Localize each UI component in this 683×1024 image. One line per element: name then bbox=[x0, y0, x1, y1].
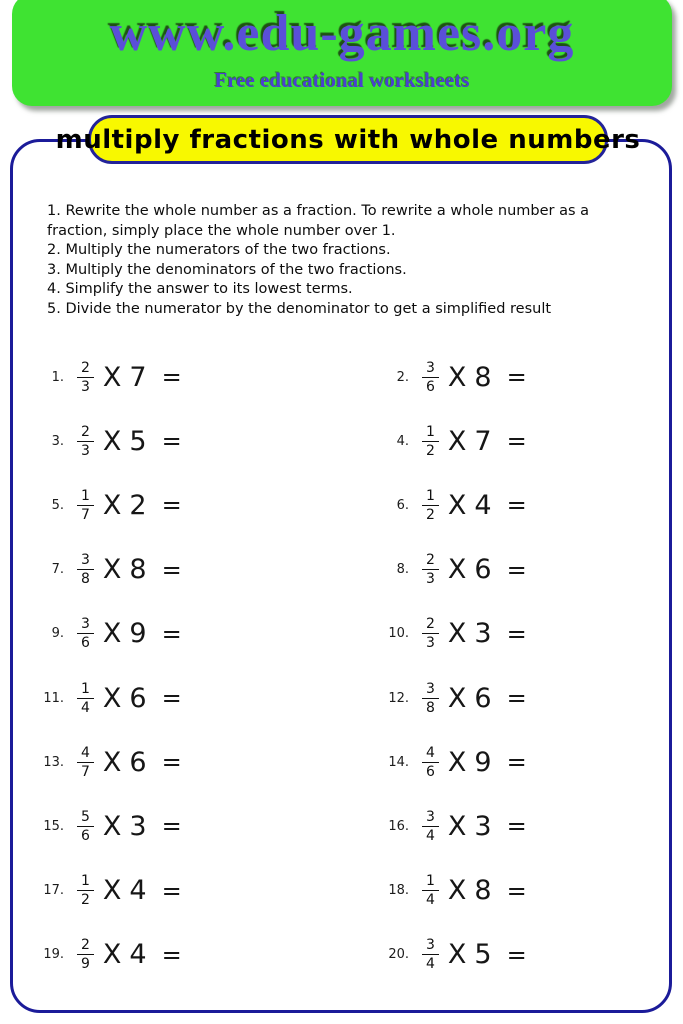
equals-sign: = bbox=[506, 876, 527, 905]
fraction-denominator: 8 bbox=[81, 571, 90, 588]
times-symbol: X bbox=[102, 361, 122, 393]
problem-number: 18. bbox=[388, 883, 409, 899]
problem-item bbox=[381, 859, 648, 923]
problem-item bbox=[381, 409, 648, 473]
problem-number: 20. bbox=[388, 947, 409, 963]
fraction-denominator: 2 bbox=[81, 892, 90, 909]
problem-number: 11. bbox=[43, 690, 64, 706]
whole-number-multiplier: 4 bbox=[474, 489, 492, 521]
fraction-denominator: 7 bbox=[81, 506, 90, 523]
equals-sign: = bbox=[506, 363, 527, 392]
times-symbol: X bbox=[102, 682, 122, 714]
instruction-step-3: 3. Multiply the denominators of the two fractions. bbox=[47, 261, 407, 278]
whole-number-multiplier: 6 bbox=[474, 554, 492, 586]
problem-number: 19. bbox=[43, 947, 64, 963]
fraction bbox=[77, 361, 94, 394]
problems-grid bbox=[36, 345, 648, 987]
fraction-numerator: 1 bbox=[422, 489, 439, 506]
whole-number-multiplier: 7 bbox=[129, 361, 147, 393]
fraction bbox=[77, 938, 94, 971]
whole-number-multiplier: 2 bbox=[129, 489, 147, 521]
fraction-denominator: 3 bbox=[81, 378, 90, 395]
instruction-step-5: 5. Divide the numerator by the denominator to get a simplified result bbox=[47, 300, 552, 317]
fraction-numerator: 5 bbox=[77, 810, 94, 827]
equals-sign: = bbox=[506, 619, 527, 648]
fraction-numerator: 1 bbox=[77, 682, 94, 699]
fraction-denominator: 4 bbox=[426, 827, 435, 844]
fraction-numerator: 2 bbox=[422, 553, 439, 570]
problem-number: 4. bbox=[396, 433, 409, 449]
problem-number: 12. bbox=[388, 690, 409, 706]
instruction-step-1: 1. Rewrite the whole number as a fraction. To rewrite a whole number as a fraction, simply place the whole number over 1. bbox=[47, 203, 590, 239]
equals-sign: = bbox=[506, 748, 527, 777]
equals-sign: = bbox=[506, 555, 527, 584]
equals-sign: = bbox=[161, 684, 182, 713]
fraction-numerator: 3 bbox=[77, 617, 94, 634]
fraction bbox=[77, 489, 94, 522]
equals-sign: = bbox=[161, 940, 182, 969]
problem-number: 13. bbox=[43, 754, 64, 770]
whole-number-multiplier: 5 bbox=[129, 425, 147, 457]
fraction-numerator: 1 bbox=[422, 425, 439, 442]
problem-number: 15. bbox=[43, 818, 64, 834]
times-symbol: X bbox=[447, 746, 467, 778]
times-symbol: X bbox=[102, 489, 122, 521]
whole-number-multiplier: 8 bbox=[129, 554, 147, 586]
problem-number: 7. bbox=[51, 562, 64, 578]
fraction-denominator: 2 bbox=[426, 506, 435, 523]
problem-item bbox=[381, 473, 648, 537]
fraction-numerator: 2 bbox=[77, 425, 94, 442]
equals-sign: = bbox=[161, 363, 182, 392]
problem-item bbox=[36, 602, 381, 666]
fraction-numerator: 1 bbox=[77, 489, 94, 506]
problem-number: 5. bbox=[51, 497, 64, 513]
times-symbol: X bbox=[102, 875, 122, 907]
fraction-denominator: 4 bbox=[426, 892, 435, 909]
problem-item bbox=[381, 794, 648, 858]
whole-number-multiplier: 6 bbox=[129, 746, 147, 778]
fraction-denominator: 6 bbox=[81, 635, 90, 652]
fraction-denominator: 6 bbox=[426, 763, 435, 780]
problem-item bbox=[36, 794, 381, 858]
worksheet-title-pill bbox=[55, 115, 641, 164]
equals-sign: = bbox=[161, 491, 182, 520]
problem-number: 6. bbox=[396, 497, 409, 513]
times-symbol: X bbox=[447, 618, 467, 650]
fraction-numerator: 2 bbox=[422, 617, 439, 634]
times-symbol: X bbox=[447, 554, 467, 586]
site-title: www.edu-games.org bbox=[109, 5, 575, 62]
fraction bbox=[77, 617, 94, 650]
fraction bbox=[77, 553, 94, 586]
problem-number: 8. bbox=[396, 562, 409, 578]
fraction-numerator: 3 bbox=[77, 553, 94, 570]
fraction bbox=[422, 425, 439, 458]
problem-item bbox=[381, 666, 648, 730]
fraction-denominator: 3 bbox=[426, 635, 435, 652]
fraction-numerator: 3 bbox=[422, 361, 439, 378]
equals-sign: = bbox=[161, 427, 182, 456]
problem-number: 9. bbox=[51, 626, 64, 642]
fraction bbox=[422, 682, 439, 715]
site-subtitle: Free educational worksheets bbox=[214, 68, 470, 92]
whole-number-multiplier: 5 bbox=[474, 939, 492, 971]
times-symbol: X bbox=[447, 939, 467, 971]
problem-number: 10. bbox=[388, 626, 409, 642]
equals-sign: = bbox=[506, 427, 527, 456]
whole-number-multiplier: 8 bbox=[474, 875, 492, 907]
fraction-denominator: 9 bbox=[81, 956, 90, 973]
instruction-step-4: 4. Simplify the answer to its lowest terms. bbox=[47, 281, 353, 297]
times-symbol: X bbox=[102, 810, 122, 842]
fraction-numerator: 4 bbox=[422, 746, 439, 763]
problem-number: 14. bbox=[388, 754, 409, 770]
fraction-denominator: 2 bbox=[426, 442, 435, 459]
problem-item bbox=[381, 345, 648, 409]
problem-item bbox=[36, 538, 381, 602]
problem-number: 2. bbox=[396, 369, 409, 385]
equals-sign: = bbox=[506, 491, 527, 520]
equals-sign: = bbox=[161, 876, 182, 905]
fraction-denominator: 6 bbox=[426, 378, 435, 395]
worksheet-title: multiply fractions with whole numbers bbox=[55, 124, 641, 155]
problem-item bbox=[36, 730, 381, 794]
equals-sign: = bbox=[161, 748, 182, 777]
fraction bbox=[422, 810, 439, 843]
fraction-numerator: 3 bbox=[422, 682, 439, 699]
whole-number-multiplier: 6 bbox=[474, 682, 492, 714]
fraction bbox=[422, 874, 439, 907]
fraction-denominator: 4 bbox=[426, 956, 435, 973]
equals-sign: = bbox=[161, 555, 182, 584]
instructions-block bbox=[47, 202, 639, 319]
problem-item bbox=[36, 666, 381, 730]
times-symbol: X bbox=[447, 361, 467, 393]
fraction-denominator: 3 bbox=[81, 442, 90, 459]
problem-number: 16. bbox=[388, 818, 409, 834]
fraction bbox=[422, 489, 439, 522]
fraction-denominator: 3 bbox=[426, 571, 435, 588]
equals-sign: = bbox=[506, 684, 527, 713]
equals-sign: = bbox=[161, 812, 182, 841]
fraction bbox=[422, 361, 439, 394]
problem-number: 3. bbox=[51, 433, 64, 449]
whole-number-multiplier: 6 bbox=[129, 682, 147, 714]
fraction bbox=[77, 425, 94, 458]
fraction bbox=[77, 682, 94, 715]
times-symbol: X bbox=[447, 489, 467, 521]
problem-item bbox=[381, 602, 648, 666]
instruction-step-2: 2. Multiply the numerators of the two fractions. bbox=[47, 242, 391, 258]
fraction-numerator: 3 bbox=[422, 810, 439, 827]
whole-number-multiplier: 9 bbox=[474, 746, 492, 778]
fraction-numerator: 1 bbox=[77, 874, 94, 891]
fraction-denominator: 6 bbox=[81, 827, 90, 844]
times-symbol: X bbox=[102, 425, 122, 457]
problem-item bbox=[381, 923, 648, 987]
whole-number-multiplier: 4 bbox=[129, 875, 147, 907]
fraction-numerator: 2 bbox=[77, 938, 94, 955]
times-symbol: X bbox=[102, 746, 122, 778]
problem-item bbox=[36, 923, 381, 987]
whole-number-multiplier: 7 bbox=[474, 425, 492, 457]
problem-number: 17. bbox=[43, 883, 64, 899]
fraction-numerator: 2 bbox=[77, 361, 94, 378]
times-symbol: X bbox=[102, 554, 122, 586]
fraction-numerator: 3 bbox=[422, 938, 439, 955]
problem-item bbox=[381, 730, 648, 794]
equals-sign: = bbox=[161, 619, 182, 648]
problem-item bbox=[36, 409, 381, 473]
fraction bbox=[77, 746, 94, 779]
fraction bbox=[422, 746, 439, 779]
problem-number: 1. bbox=[51, 369, 64, 385]
fraction-denominator: 7 bbox=[81, 763, 90, 780]
fraction-denominator: 8 bbox=[426, 699, 435, 716]
fraction-denominator: 4 bbox=[81, 699, 90, 716]
problem-item bbox=[36, 473, 381, 537]
fraction bbox=[77, 810, 94, 843]
problem-item bbox=[381, 538, 648, 602]
times-symbol: X bbox=[447, 425, 467, 457]
times-symbol: X bbox=[447, 875, 467, 907]
equals-sign: = bbox=[506, 812, 527, 841]
fraction bbox=[422, 617, 439, 650]
times-symbol: X bbox=[102, 939, 122, 971]
problem-item bbox=[36, 345, 381, 409]
fraction bbox=[422, 553, 439, 586]
whole-number-multiplier: 3 bbox=[474, 810, 492, 842]
whole-number-multiplier: 8 bbox=[474, 361, 492, 393]
fraction bbox=[422, 938, 439, 971]
whole-number-multiplier: 3 bbox=[129, 810, 147, 842]
problem-item bbox=[36, 859, 381, 923]
whole-number-multiplier: 3 bbox=[474, 618, 492, 650]
fraction-numerator: 1 bbox=[422, 874, 439, 891]
whole-number-multiplier: 4 bbox=[129, 939, 147, 971]
whole-number-multiplier: 9 bbox=[129, 618, 147, 650]
fraction bbox=[77, 874, 94, 907]
fraction-numerator: 4 bbox=[77, 746, 94, 763]
equals-sign: = bbox=[506, 940, 527, 969]
times-symbol: X bbox=[447, 810, 467, 842]
site-header-banner bbox=[12, 0, 672, 106]
times-symbol: X bbox=[447, 682, 467, 714]
times-symbol: X bbox=[102, 618, 122, 650]
